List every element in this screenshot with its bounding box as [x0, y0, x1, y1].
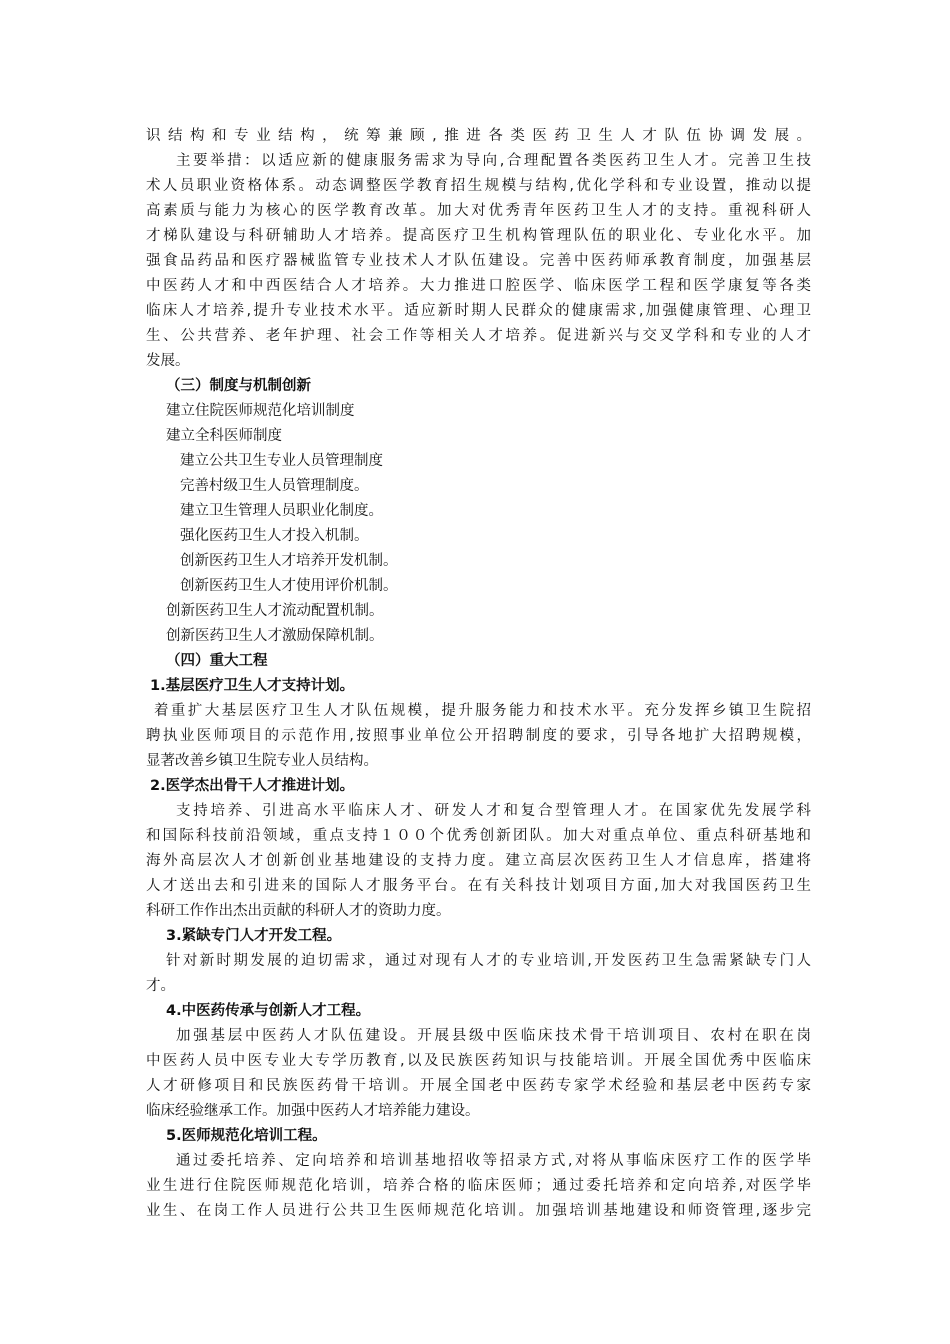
paragraph-line: 显著改善乡镇卫生院专业人员结构。: [146, 753, 378, 769]
paragraph-line: 针对新时期发展的迫切需求，通过对现有人才的专业培训,开发医药卫生急需紧缺专门人: [166, 953, 811, 969]
paragraph-line: 聘执业医师项目的示范作用,按照事业单位公开招聘制度的要求，引导各地扩大招聘规模，: [146, 728, 811, 744]
paragraph-line: 人才研修项目和民族医药骨干培训。开展全国老中医药专家学术经验和基层老中医药专家: [146, 1078, 811, 1094]
paragraph-line: 术人员职业资格体系。动态调整医学教育招生规模与结构,优化学科和专业设置，推动以提: [146, 178, 811, 194]
paragraph-line: 生、公共营养、老年护理、社会工作等相关人才培养。促进新兴与交叉学科和专业的人才: [146, 328, 811, 344]
paragraph-line: 人才送出去和引进来的国际人才服务平台。在有关科技计划项目方面,加大对我国医药卫生: [146, 878, 811, 894]
paragraph-line: 高素质与能力为核心的医学教育改革。加大对优秀青年医药卫生人才的支持。重视科研人: [146, 203, 811, 219]
list-item: 创新医药卫生人才使用评价机制。: [180, 578, 398, 594]
paragraph-line: 主要举措：以适应新的健康服务需求为导向,合理配置各类医药卫生人才。完善卫生技: [176, 153, 811, 169]
paragraph-line: 强食品药品和医疗器械监管专业技术人才队伍建设。完善中医药师承教育制度，加强基层: [146, 253, 811, 269]
list-item: 完善村级卫生人员管理制度。: [180, 478, 369, 494]
paragraph-line: 海外高层次人才创新创业基地建设的支持力度。建立高层次医药卫生人才信息库，搭建将: [146, 853, 811, 869]
paragraph-line: 临床人才培养,提升专业技术水平。适应新时期人民群众的健康需求,加强健康管理、心理卫: [146, 303, 811, 319]
subsection-heading: 3.紧缺专门人才开发工程。: [166, 928, 342, 944]
section-heading: （三）制度与机制创新: [166, 378, 311, 394]
paragraph-line: 支持培养、引进高水平临床人才、研发人才和复合型管理人才。在国家优先发展学科: [176, 803, 811, 819]
list-item: 创新医药卫生人才激励保障机制。: [166, 628, 384, 644]
paragraph-line: 中医药人员中医专业大专学历教育,以及民族医药知识与技能培训。开展全国优秀中医临床: [146, 1053, 811, 1069]
paragraph-line: 发展。: [146, 353, 190, 369]
paragraph-line: 识结构和专业结构，统筹兼顾,推进各类医药卫生人才队伍协调发展。: [146, 128, 811, 144]
list-item: 建立住院医师规范化培训制度: [166, 403, 355, 419]
paragraph-line: 才。: [146, 978, 175, 994]
paragraph-line: 业生进行住院医师规范化培训，培养合格的临床医师；通过委托培养和定向培养,对医学毕: [146, 1178, 811, 1194]
paragraph-line: 业生、在岗工作人员进行公共卫生医师规范化培训。加强培训基地建设和师资管理,逐步完: [146, 1203, 811, 1219]
list-item: 创新医药卫生人才流动配置机制。: [166, 603, 384, 619]
subsection-heading: 1.基层医疗卫生人才支持计划。: [150, 678, 355, 694]
subsection-heading: 4.中医药传承与创新人才工程。: [166, 1003, 371, 1019]
list-item: 创新医药卫生人才培养开发机制。: [180, 553, 398, 569]
paragraph-line: 加强基层中医药人才队伍建设。开展县级中医临床技术骨干培训项目、农村在职在岗: [176, 1028, 811, 1044]
list-item: 强化医药卫生人才投入机制。: [180, 528, 369, 544]
paragraph-line: 和国际科技前沿领域，重点支持１００个优秀创新团队。加大对重点单位、重点科研基地和: [146, 828, 811, 844]
subsection-heading: 5.医师规范化培训工程。: [166, 1128, 327, 1144]
list-item: 建立公共卫生专业人员管理制度: [180, 453, 383, 469]
paragraph-line: 才梯队建设与科研辅助人才培养。提高医疗卫生机构管理队伍的职业化、专业化水平。加: [146, 228, 811, 244]
paragraph-line: 科研工作作出杰出贡献的科研人才的资助力度。: [146, 903, 451, 919]
list-item: 建立全科医师制度: [166, 428, 282, 444]
paragraph-line: 着重扩大基层医疗卫生人才队伍规模，提升服务能力和技术水平。充分发挥乡镇卫生院招: [154, 703, 811, 719]
list-item: 建立卫生管理人员职业化制度。: [180, 503, 383, 519]
paragraph-line: 中医药人才和中西医结合人才培养。大力推进口腔医学、临床医学工程和医学康复等各类: [146, 278, 811, 294]
subsection-heading: 2.医学杰出骨干人才推进计划。: [150, 778, 355, 794]
paragraph-line: 通过委托培养、定向培养和培训基地招收等招录方式,对将从事临床医疗工作的医学毕: [176, 1153, 811, 1169]
paragraph-line: 临床经验继承工作。加强中医药人才培养能力建设。: [146, 1103, 480, 1119]
section-heading: （四）重大工程: [166, 653, 268, 669]
